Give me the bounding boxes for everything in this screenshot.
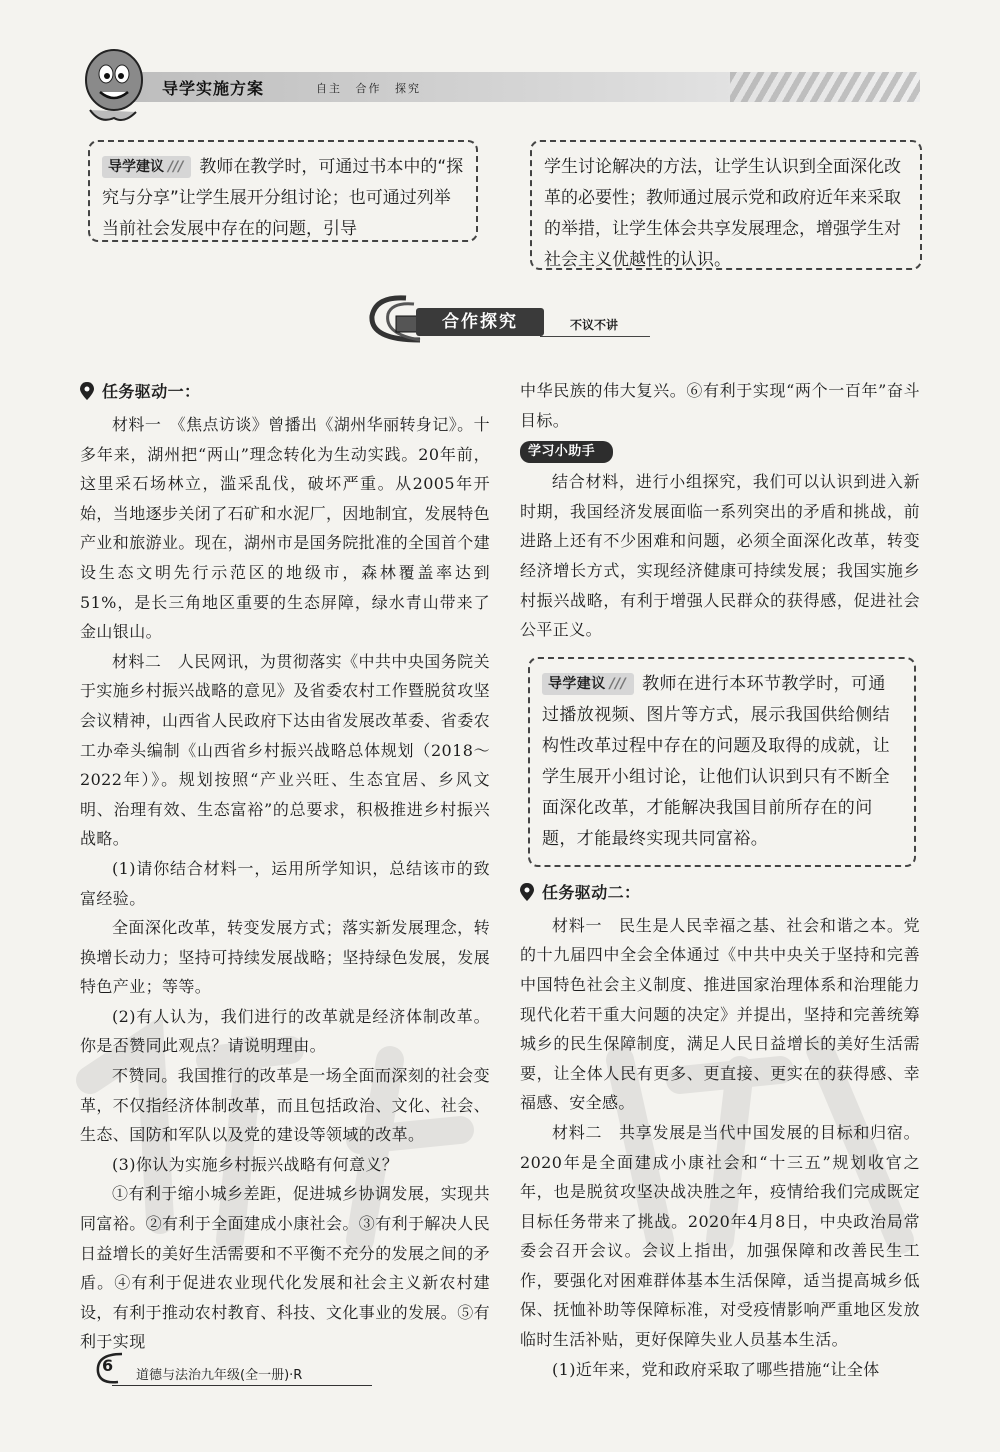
task-heading-2 (520, 877, 920, 909)
answer: 不赞同。我国推行的改革是一场全面而深刻的社会变革，不仅指经济体制改革，而且包括政治、文化、社会、生态、国防和军队以及党的建设等领域的改革。 (80, 1066, 491, 1145)
header-title: 导学实施方案 (162, 79, 265, 98)
mascot-icon (80, 44, 150, 126)
right-column (520, 376, 920, 1384)
helper-text: 结合材料，进行小组探究，我们可以认识到进入新时期，我国经济发展面临一系列突出的矛盾和挑战，前进路上还有不少困难和问题，必须全面深化改革，转变经济增长方式，实现经济健康可持续发展；我国实施乡村振兴战略，有利于增强人民群众的获得感，促进社会公平正义。 (520, 472, 920, 640)
paragraph: 材料二 人民网讯，为贯彻落实《中共中央国务院关于实施乡村振兴战略的意见》及省委农村工作暨脱贫攻坚会议精神，山西省人民政府下达由省发展改革委、省委农工办牵头编制《山西省乡村振兴战略总体规划（2018～2022年）》。规划按照“产业兴旺、生态宜居、乡风文明、治理有效、生态富裕”的总要求，积极推进乡村振兴战略。 (80, 651, 491, 849)
page-number: 6 (102, 1356, 114, 1375)
guide-text: 教师在进行本环节教学时，可通过播放视频、图片等方式，展示我国供给侧结构性改革过程中存在的问题及取得的成就，让学生展开小组讨论，让他们认识到只有不断全面深化改革，才能解决我国目前所存在的问题，才能最终实现共同富裕。 (542, 673, 890, 849)
task-heading-1 (80, 376, 490, 408)
left-column (80, 376, 490, 1357)
task-title: 任务驱动一： (102, 382, 201, 401)
section-banner (360, 290, 650, 346)
footer-line (112, 1385, 372, 1386)
answer: 全面深化改革，转变发展方式；落实新发展理念，转换增长动力；坚持可持续发展战略；坚持绿色发展，发展特色产业；等等。 (80, 918, 491, 997)
location-pin-icon (520, 883, 534, 901)
guide-box-2 (528, 657, 916, 867)
book-title: 道德与法治九年级(全一册)·R (136, 1368, 303, 1383)
paragraph: 材料一 民生是人民幸福之基、社会和谐之本。党的十九届四中全会全体通过《中共中央关于坚持和完善中国特色社会主义制度、推进国家治理体系和治理能力现代化若干重大问题的决定》并提出，坚持和完善统筹城乡的民生保障制度，满足人民日益增长的美好生活需要，让全体人民有更多、更直接、更实在的获得感、幸福感、安全感。 (520, 915, 920, 1113)
subtitle-item: 自主 (316, 82, 342, 95)
guide-box-right (530, 140, 922, 270)
question: (1)请你结合材料一，运用所学知识，总结该市的致富经验。 (80, 858, 490, 908)
subtitle-item: 探究 (395, 82, 421, 95)
question: (3)你认为实施乡村振兴战略有何意义？ (112, 1154, 399, 1174)
header-subtitle (316, 80, 429, 96)
answer: ①有利于缩小城乡差距，促进城乡协调发展，实现共同富裕。②有利于全面建成小康社会。③有利于解决人民日益增长的美好生活需要和不平衡不充分的发展之间的矛盾。④有利于促进农业现代化发展和社会主义新农村建设，有利于推动农村教育、科技、文化事业的发展。⑤有利于实现 (80, 1184, 491, 1352)
continuation-text: 中华民族的伟大复兴。⑥有利于实现“两个一百年”奋斗目标。 (520, 381, 920, 430)
guide-text-right: 学生讨论解决的方法，让学生认识到全面深化改革的必要性；教师通过展示党和政府近年来采取的举措，让学生体会共享发展理念，增强学生对社会主义优越性的认识。 (544, 157, 901, 270)
question: (1)近年来，党和政府采取了哪些措施“让全体 (552, 1359, 880, 1379)
helper-tag: 学习小助手 (520, 441, 613, 463)
paragraph: 材料一 《焦点访谈》曾播出《湖州华丽转身记》。十多年来，湖州把“两山”理念转化为生动实践。20年前，这里采石场林立，滥采乱伐，破坏严重。从2005年开始，当地逐步关闭了石矿和水泥厂，因地制宜，发展特色产业和旅游业。现在，湖州市是国务院批准的全国首个建设生态文明先行示范区的地级市，森林覆盖率达到51%，是长三角地区重要的生态屏障，绿水青山带来了金山银山。 (80, 415, 491, 642)
subtitle-item: 合作 (355, 82, 382, 95)
header-stripes (730, 72, 920, 102)
section-subtitle: 不议不讲 (570, 318, 619, 332)
page-header (80, 66, 920, 106)
task-title: 任务驱动二： (542, 882, 641, 902)
location-pin-icon (80, 382, 94, 400)
paragraph: 材料二 共享发展是当代中国发展的目标和归宿。2020年是全面建成小康社会和“十三五”规划收官之年，也是脱贫攻坚决战决胜之年，疫情给我们完成既定目标任务带来了挑战。2020年4月8日，中央政治局常委会召开会议。会议上指出，加强保障和改善民生工作，要强化对困难群体基本生活保障，适当提高城乡低保、抚恤补助等保障标准，对受疫情影响严重地区发放临时生活补贴，更好保障失业人员基本生活。 (520, 1122, 920, 1350)
page-footer (92, 1354, 392, 1390)
guide-box-left (88, 140, 478, 242)
banner-divider (540, 336, 650, 337)
question: (2)有人认为，我们进行的改革就是经济体制改革。你是否赞同此观点？请说明理由。 (80, 1006, 490, 1056)
section-title: 合作探究 (416, 308, 544, 336)
guide-tag: 导学建议 /// (542, 673, 634, 695)
guide-text-left: 教师在教学时，可通过书本中的“探究与分享”让学生展开分组讨论；也可通过列举当前社会发展中存在的问题，引导 (102, 157, 464, 239)
guide-tag: 导学建议 /// (102, 156, 191, 178)
